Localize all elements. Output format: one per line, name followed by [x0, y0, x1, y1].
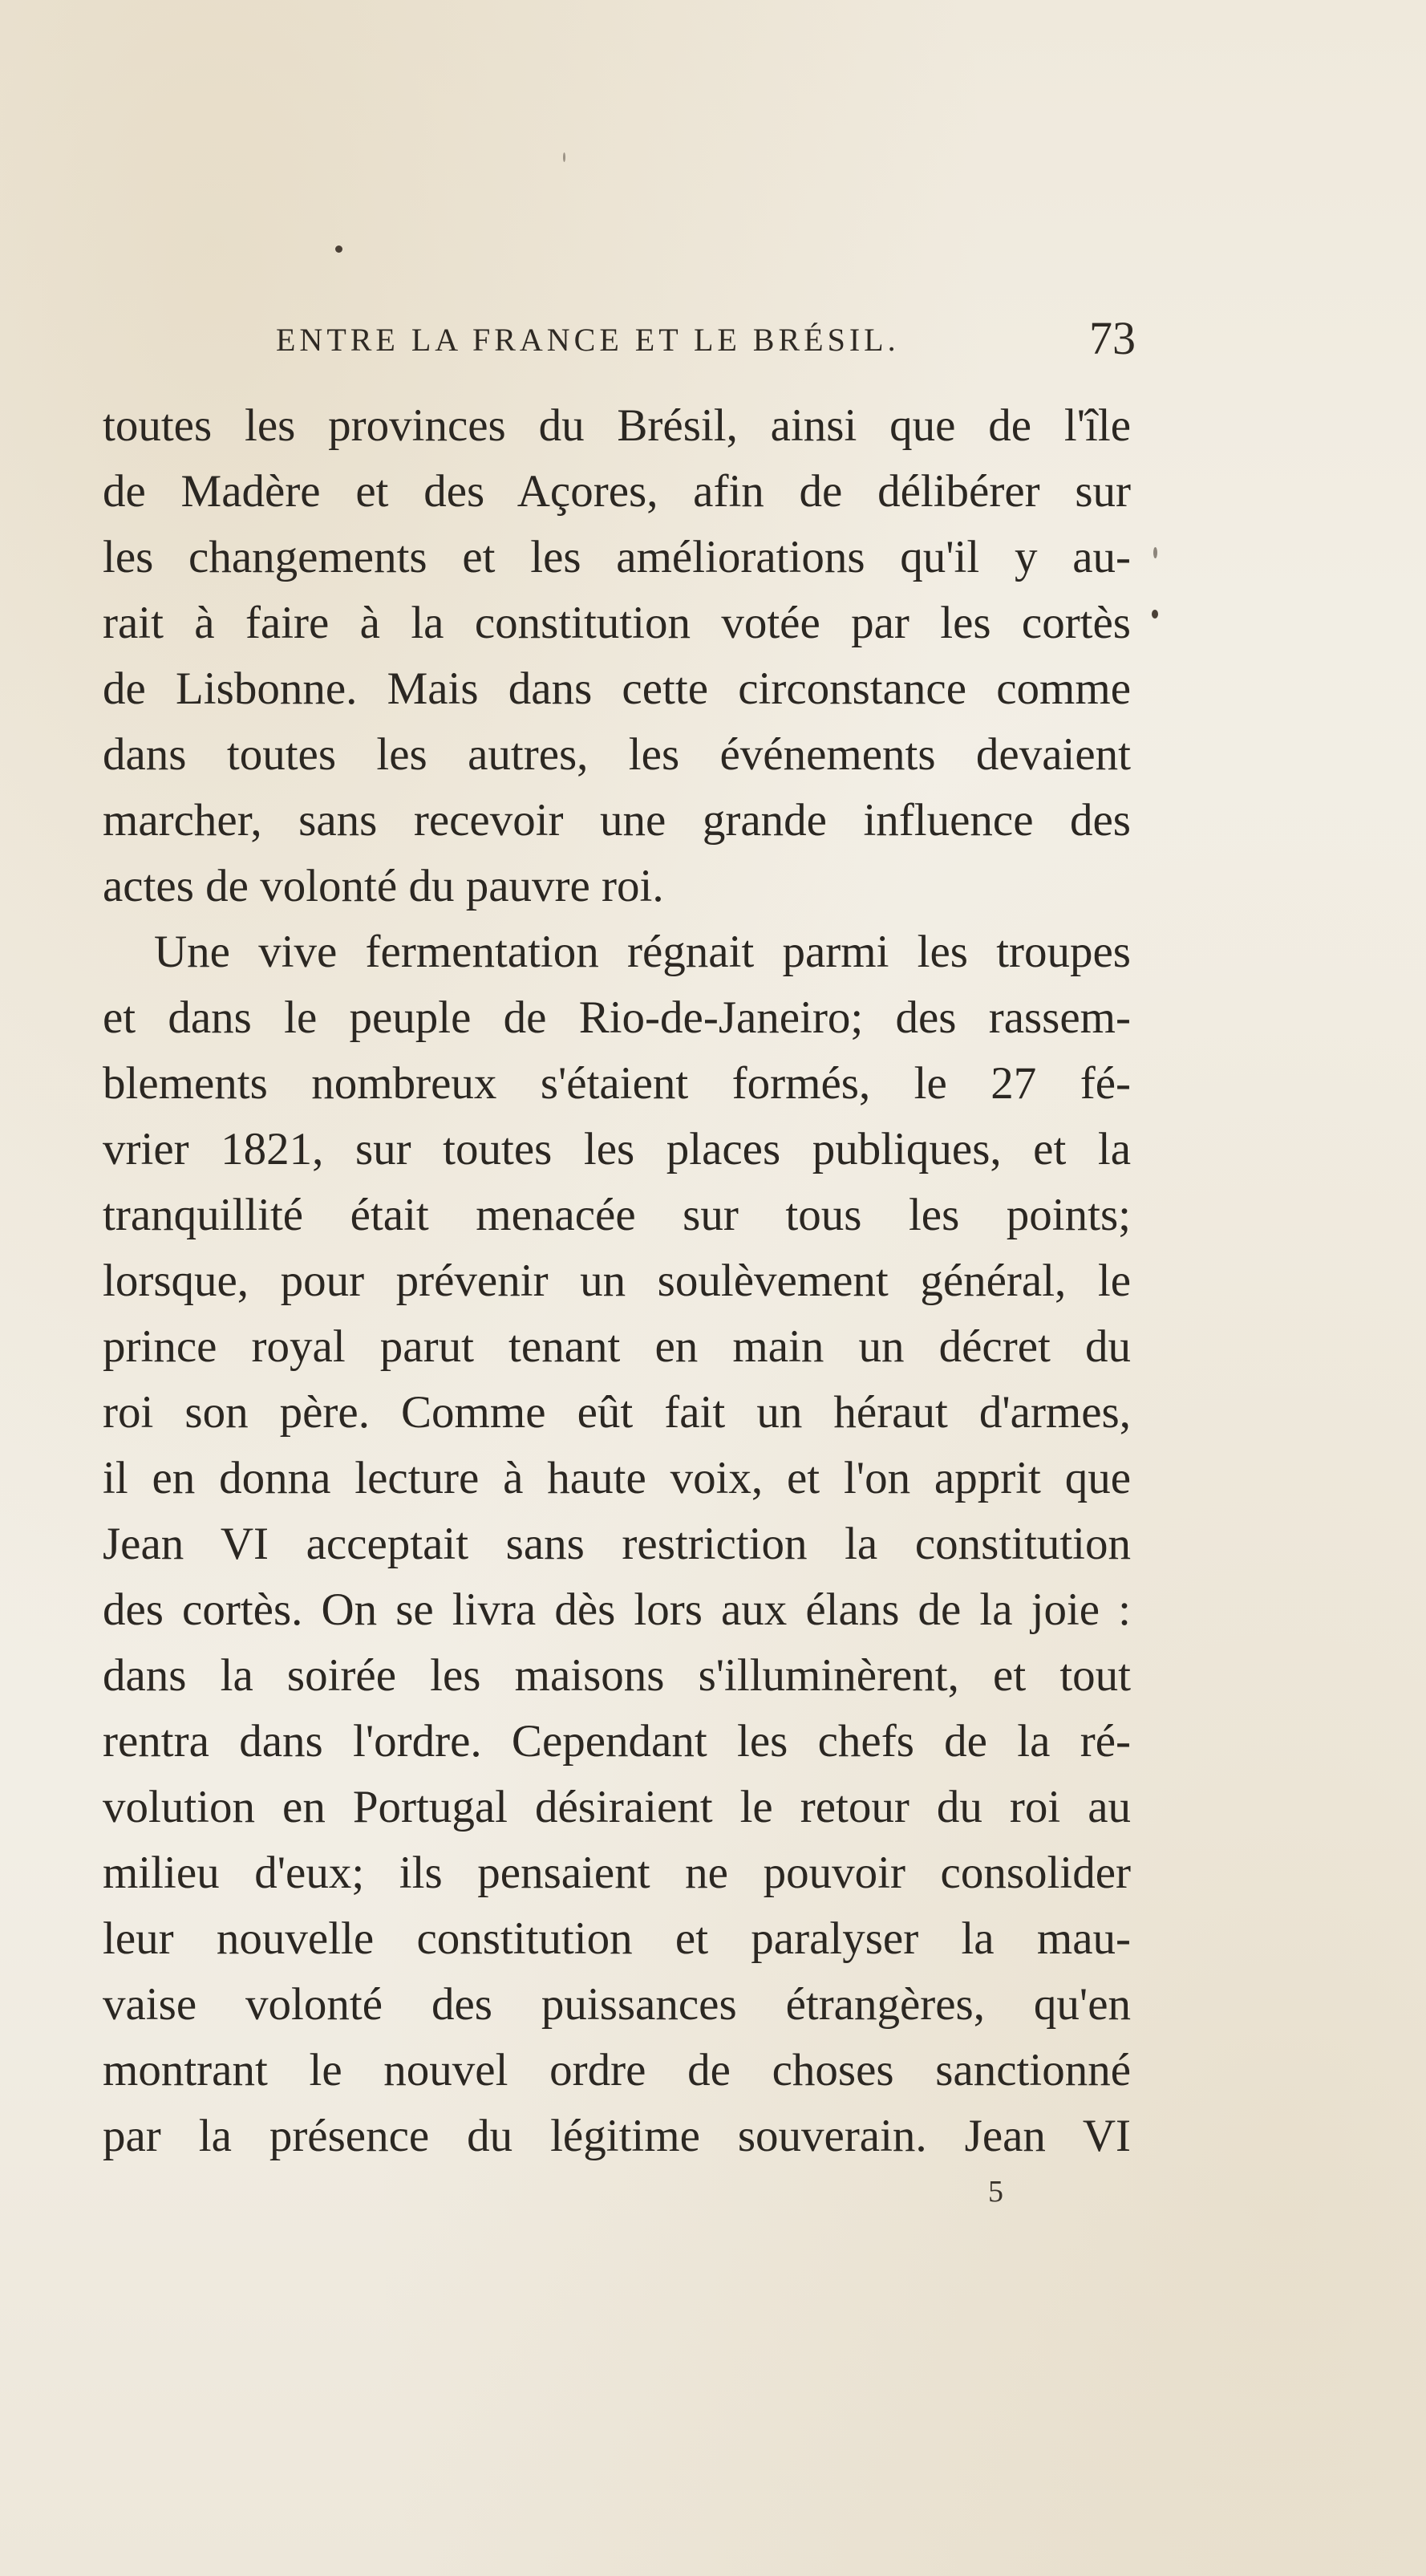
running-header [276, 314, 1136, 363]
text-line: dans toutes les autres, les événements devaient [103, 729, 1131, 780]
text-line: actes de volonté du pauvre roi. [103, 861, 664, 911]
text-line: volution en Portugal désiraient le retour du roi au [103, 1782, 1131, 1832]
text-line: il en donna lecture à haute voix, et l'on apprit que [103, 1453, 1131, 1503]
body-text [103, 393, 1131, 2169]
text-line: prince royal parut tenant en main un décret du [103, 1321, 1131, 1372]
text-line: montrant le nouvel ordre de choses sanctionné [103, 2045, 1131, 2095]
text-line: toutes les provinces du Brésil, ainsi que de l'île [103, 400, 1131, 451]
text-line: leur nouvelle constitution et paralyser la mau- [103, 1913, 1131, 1964]
paragraph [103, 393, 1131, 919]
ink-speck [1153, 547, 1157, 558]
text-line: par la présence du légitime souverain. Jean VI [103, 2111, 1131, 2161]
ink-speck [1152, 610, 1158, 619]
running-title: ENTRE LA FRANCE ET LE BRÉSIL. [276, 322, 900, 358]
text-line: vrier 1821, sur toutes les places publiques, et la [103, 1124, 1131, 1174]
text-line: de Madère et des Açores, afin de délibérer sur [103, 466, 1131, 517]
text-line: tranquillité était menacée sur tous les points; [103, 1190, 1131, 1240]
ink-speck [335, 245, 342, 253]
text-line: Jean VI acceptait sans restriction la constitution [103, 1519, 1131, 1569]
text-line: vaise volonté des puissances étrangères, qu'en [103, 1979, 1131, 2030]
ink-speck [563, 152, 565, 162]
paragraph [103, 919, 1131, 2169]
text-line: blements nombreux s'étaient formés, le 27 fé- [103, 1058, 1131, 1109]
text-line: lorsque, pour prévenir un soulèvement général, le [103, 1256, 1131, 1306]
text-line: milieu d'eux; ils pensaient ne pouvoir consolider [103, 1848, 1131, 1898]
text-line: Une vive fermentation régnait parmi les troupes [154, 927, 1131, 977]
text-line: les changements et les améliorations qu'il y au- [103, 532, 1131, 582]
page-number: 73 [1089, 312, 1136, 364]
text-line: dans la soirée les maisons s'illuminèrent, et tout [103, 1650, 1131, 1701]
signature-mark: 5 [988, 2175, 1003, 2209]
text-line: rait à faire à la constitution votée par les cortès [103, 598, 1131, 648]
text-line: et dans le peuple de Rio-de-Janeiro; des rassem- [103, 992, 1131, 1043]
text-line: marcher, sans recevoir une grande influence des [103, 795, 1131, 846]
text-line: des cortès. On se livra dès lors aux élans de la joie : [103, 1584, 1131, 1635]
text-line: roi son père. Comme eût fait un héraut d'armes, [103, 1387, 1131, 1438]
text-line: de Lisbonne. Mais dans cette circonstance comme [103, 663, 1131, 714]
text-line: rentra dans l'ordre. Cependant les chefs de la ré- [103, 1716, 1131, 1767]
